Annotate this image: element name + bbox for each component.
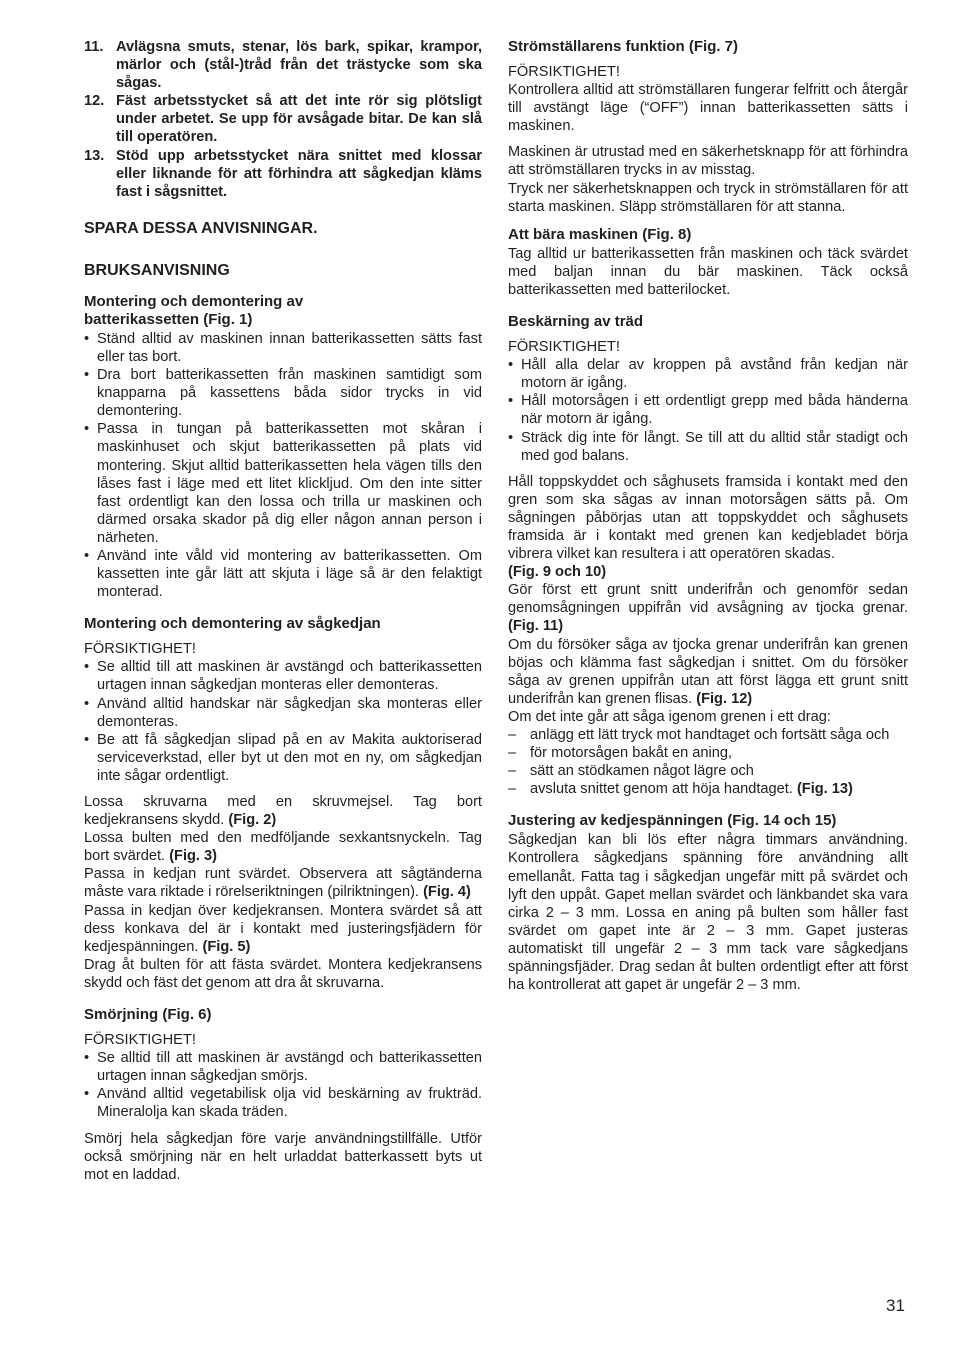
list-item: • Se alltid till att maskinen är avstängd och batterikassetten urtagen innan sågkedjan monteras eller demonteras. <box>84 658 482 694</box>
list-item: • Använd inte våld vid montering av batterikassetten. Om kassetten inte går lätt att skjuta i läge så är den felaktigt monterad. <box>84 547 482 601</box>
dash-list <box>508 726 908 798</box>
usage-heading: BRUKSANVISNING <box>84 261 230 279</box>
caution-label: FÖRSIKTIGHET! <box>84 1032 196 1049</box>
list-item: 12. Fäst arbetsstycket så att det inte rör sig plötsligt under arbetet. Se upp för avsågade bitar. De kan slå till operatören. <box>84 93 482 146</box>
section-heading: Justering av kedjespänningen (Fig. 14 och 15) <box>508 812 837 830</box>
list-item: 11. Avlägsna smuts, stenar, lös bark, spikar, krampor, märlor och (stål-)tråd från det trästycke som ska sågas. <box>84 39 482 92</box>
caution-label: FÖRSIKTIGHET! <box>508 339 620 356</box>
paragraph: Lossa skruvarna med en skruvmejsel. Tag bort kedjekransens skydd. (Fig. 2) <box>84 794 482 829</box>
section-heading: Montering och demontering av batterikassetten (Fig. 1) <box>84 292 304 328</box>
section-heading: Att bära maskinen (Fig. 8) <box>508 225 692 243</box>
list-item: • Passa in tungan på batterikassetten mot skåran i maskinhuset och skjut batterikassetten på plats vid montering. Skjut alltid batterikassetten hela vägen tills den låses fast i läge med ett litet klickljud. Om den inte sitter fast ordentligt kan den lossa och trilla ur maskinen och därmed orsaka skador på dig eller någon annan person i närheten. <box>84 420 482 547</box>
paragraph: Tryck ner säkerhetsknappen och tryck in strömställaren för att starta maskinen. Släpp strömställaren för att stanna. <box>508 180 908 215</box>
paragraph: Tag alltid ur batterikassetten från maskinen och täck svärdet med baljan innan du bär maskinen. Täck också batterikassetten med batterilocket. <box>508 245 908 298</box>
bullet-list <box>84 1049 482 1121</box>
section-heading: Beskärning av träd <box>508 313 644 331</box>
bullet-list <box>84 658 482 785</box>
list-item: • Håll motorsågen i ett ordentligt grepp med båda händerna när motorn är igång. <box>508 392 908 428</box>
paragraph: Smörj hela sågkedjan före varje användningstillfälle. Utför också smörjning när en helt urladdat batterkassett byts ut mot en laddad. <box>84 1130 482 1183</box>
list-item: • Se alltid till att maskinen är avstängd och batterikassetten urtagen innan sågkedjan smörjs. <box>84 1049 482 1085</box>
list-item: – anlägg ett lätt tryck mot handtaget och fortsätt såga och <box>508 726 908 744</box>
paragraph: Om du försöker såga av tjocka grenar underifrån kan grenen böjas och klämma fast sågkedjan i snittet. Om du försöker såga av grenen uppifrån utan att först lägga ett grunt snitt underifrån kan grenen flisas. (Fig. 12) <box>508 636 908 707</box>
paragraph: Gör först ett grunt snitt underifrån och genomför sedan genomsågningen uppifrån vid avsågning av tjocka grenar. (Fig. 11) <box>508 582 908 635</box>
section-heading: Montering och demontering av sågkedjan <box>84 615 381 633</box>
list-item: • Dra bort batterikassetten från maskinen samtidigt som knapparna på kassettens båda sidor trycks in vid demontering. <box>84 366 482 420</box>
paragraph: Om det inte går att såga igenom grenen i ett drag: <box>508 708 831 725</box>
right-column <box>508 38 908 994</box>
section-heading: Strömställarens funktion (Fig. 7) <box>508 38 739 55</box>
list-item: – sätt an stödkamen något lägre och <box>508 762 908 780</box>
caution-label: FÖRSIKTIGHET! <box>508 64 620 80</box>
bullet-list <box>508 356 908 465</box>
bullet-list <box>84 330 482 601</box>
section-heading: Smörjning (Fig. 6) <box>84 1006 212 1024</box>
list-item: • Ständ alltid av maskinen innan batterikassetten sätts fast eller tas bort. <box>84 330 482 366</box>
paragraph: Passa in kedjan runt svärdet. Observera att sågtänderna måste vara riktade i rörelseriktningen (pilriktningen). (Fig. 4) <box>84 866 482 901</box>
caution-label: FÖRSIKTIGHET! <box>84 641 196 658</box>
paragraph: Passa in kedjan över kedjekransen. Montera svärdet så att dess konkava del är i kontakt med justeringsfjädern för kedjespänningen. (Fig. 5) <box>84 902 482 955</box>
list-item: • Håll alla delar av kroppen på avstånd från kedjan när motorn är igång. <box>508 356 908 392</box>
paragraph: Drag åt bulten för att fästa svärdet. Montera kedjekransens skydd och fäst det genom att dra åt skruvarna. <box>84 956 482 991</box>
paragraph: Maskinen är utrustad med en säkerhetsknapp för att förhindra att strömställaren trycks in av misstag. <box>508 144 908 179</box>
list-item: – avsluta snittet genom att höja handtaget. (Fig. 13) <box>508 780 908 798</box>
list-item: • Be att få sågkedjan slipad på en av Makita auktoriserad serviceverkstad, eller byt ut den mot en ny, om sågkedjan inte sågar ordentligt. <box>84 731 482 785</box>
page-number: 31 <box>886 1296 905 1315</box>
list-item: 13. Stöd upp arbetsstycket nära snittet med klossar eller liknande för att förhindra att sågkedjan kläms fast i sågsnittet. <box>84 147 482 200</box>
save-heading: SPARA DESSA ANVISNINGAR. <box>84 219 318 237</box>
list-item: • Sträck dig inte för långt. Se till att du alltid står stadigt och med god balans. <box>508 429 908 465</box>
list-item: • Använd alltid handskar när sågkedjan ska monteras eller demonteras. <box>84 695 482 731</box>
paragraph: Håll toppskyddet och såghusets framsida i kontakt med den gren som ska sågas av innan motorsågen sätts på. Om sågningen påbörjas utan att toppskyddet och såghusets framsida är i kontakt med grenen kan kedjebladet börja vibrera vilket kan resultera i att operatören skadas. (Fig. 9 och 10) <box>508 473 908 581</box>
left-column <box>84 38 482 1184</box>
paragraph: Kontrollera alltid att strömställaren fungerar felfritt och återgår till avstängt läge (“OFF”) innan batterikassetten sätts i maskinen. <box>508 82 908 135</box>
list-item: – för motorsågen bakåt en aning, <box>508 744 908 762</box>
paragraph: Lossa bulten med den medföljande sexkantsnyckeln. Tag bort svärdet. (Fig. 3) <box>84 830 482 865</box>
list-item: • Använd alltid vegetabilisk olja vid beskärning av frukträd. Mineralolja kan skada träden. <box>84 1085 482 1121</box>
paragraph: Sågkedjan kan bli lös efter några timmars användning. Kontrollera sågkedjans spänning före användning allt emellanåt. Fatta tag i sågkedjan ungefär mitt på svärdet och lyft den uppåt. Gapet mellan svärdet och länkbandet ska vara cirka 2 – 3 mm. Lossa en aning på bulten som håller fast svärdet om gapet inte är 2 – 3 mm. Gapet justeras automatiskt till ungefär 2 – 3 mm tack vare sågkedjans spänningsfjäder. Drag sedan åt bulten ordentligt efter att först ha kontrollerat att gapet är ungefär 2 – 3 mm. <box>508 832 908 994</box>
